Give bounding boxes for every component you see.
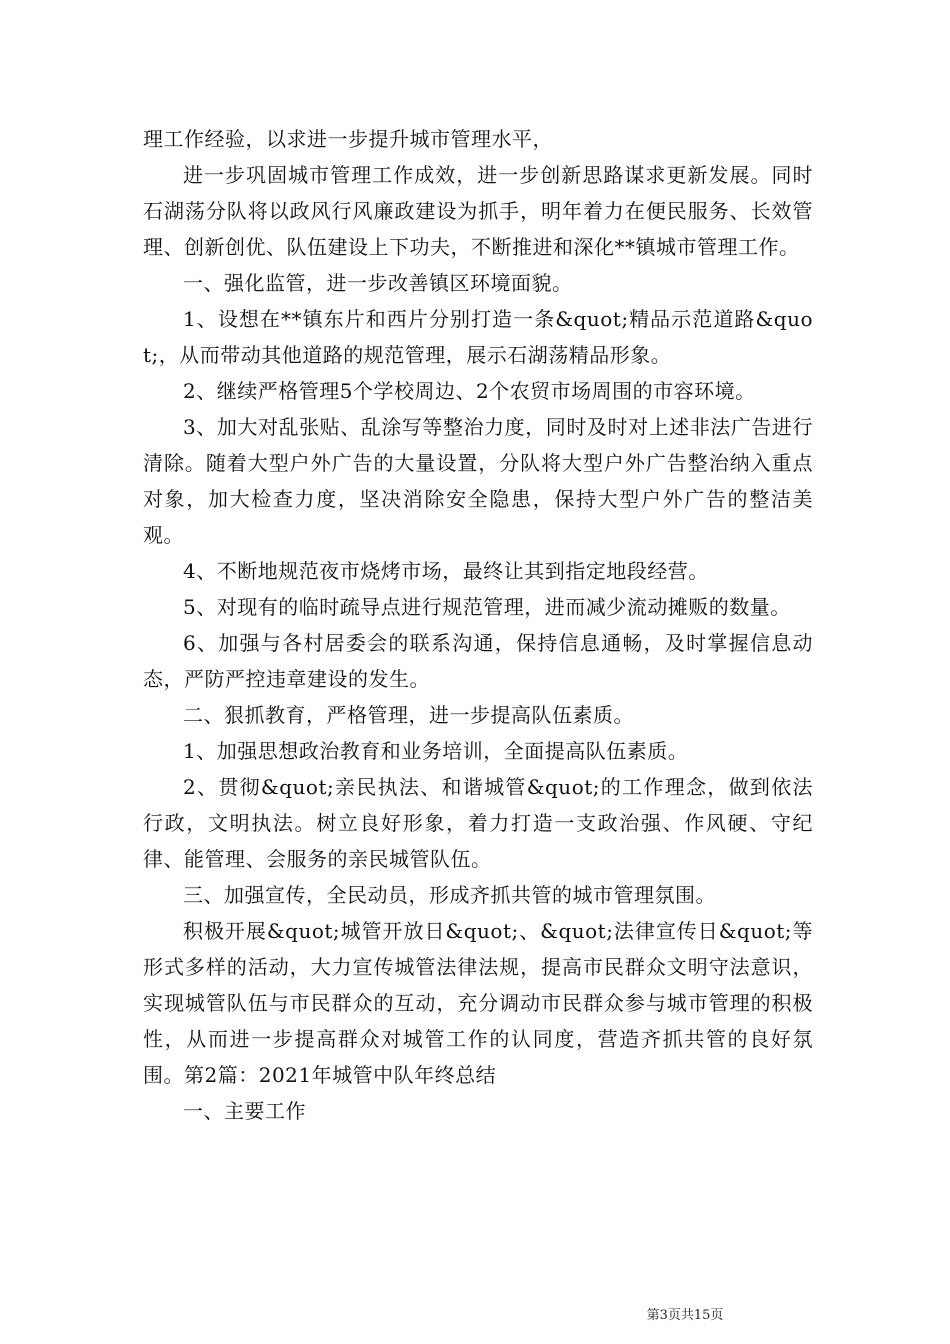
paragraph: 1、设想在**镇东片和西片分别打造一条&quot;精品示范道路&quot;，从而带动其他道路的规范管理，展示石湖荡精品形象。 (143, 307, 813, 367)
paragraph: 理工作经验，以求进一步提升城市管理水平， (143, 127, 553, 151)
paragraph: 积极开展&quot;城管开放日&quot;、&quot;法律宣传日&quot;等形式多样的活动，大力宣传城管法律法规，提高市民群众文明守法意识，实现城管队伍与市民群众的互动，充分调动市民群众参与城市管理的积极性，从而进一步提高群众对城管工作的认同度，营造齐抓共管的良好氛围。第2篇：2021年城管中队年终总结 (143, 919, 813, 1087)
page-footer (0, 1304, 805, 1323)
paragraph: 一、强化监管，进一步改善镇区环境面貌。 (183, 271, 573, 295)
paragraph: 2、继续严格管理5个学校周边、2个农贸市场周围的市容环境。 (183, 379, 756, 403)
paragraph: 三、加强宣传，全民动员，形成齐抓共管的城市管理氛围。 (183, 883, 716, 907)
page-number: 第3页共15页 (646, 1308, 724, 1323)
paragraph: 2、贯彻&quot;亲民执法、和谐城管&quot;的工作理念，做到依法行政，文明执法。树立良好形象，着力打造一支政治强、作风硬、守纪律、能管理、会服务的亲民城管队伍。 (143, 775, 813, 871)
document-body (143, 121, 813, 1129)
paragraph: 二、狠抓教育，严格管理，进一步提高队伍素质。 (183, 703, 634, 727)
paragraph: 进一步巩固城市管理工作成效，进一步创新思路谋求更新发展。同时石湖荡分队将以政风行风廉政建设为抓手，明年着力在便民服务、长效管理、创新创优、队伍建设上下功夫，不断推进和深化**镇城市管理工作。 (143, 163, 813, 259)
paragraph: 4、不断地规范夜市烧烤市场，最终让其到指定地段经营。 (183, 559, 709, 583)
paragraph: 3、加大对乱张贴、乱涂写等整治力度，同时及时对上述非法广告进行清除。随着大型户外广告的大量设置，分队将大型户外广告整治纳入重点对象，加大检查力度，坚决消除安全隐患，保持大型户外广告的整洁美观。 (143, 415, 813, 547)
paragraph: 一、主要工作 (183, 1099, 306, 1123)
paragraph: 5、对现有的临时疏导点进行规范管理，进而减少流动摊贩的数量。 (183, 595, 791, 619)
paragraph: 1、加强思想政治教育和业务培训，全面提高队伍素质。 (183, 739, 689, 763)
paragraph: 6、加强与各村居委会的联系沟通，保持信息通畅，及时掌握信息动态，严防严控违章建设的发生。 (143, 631, 813, 691)
